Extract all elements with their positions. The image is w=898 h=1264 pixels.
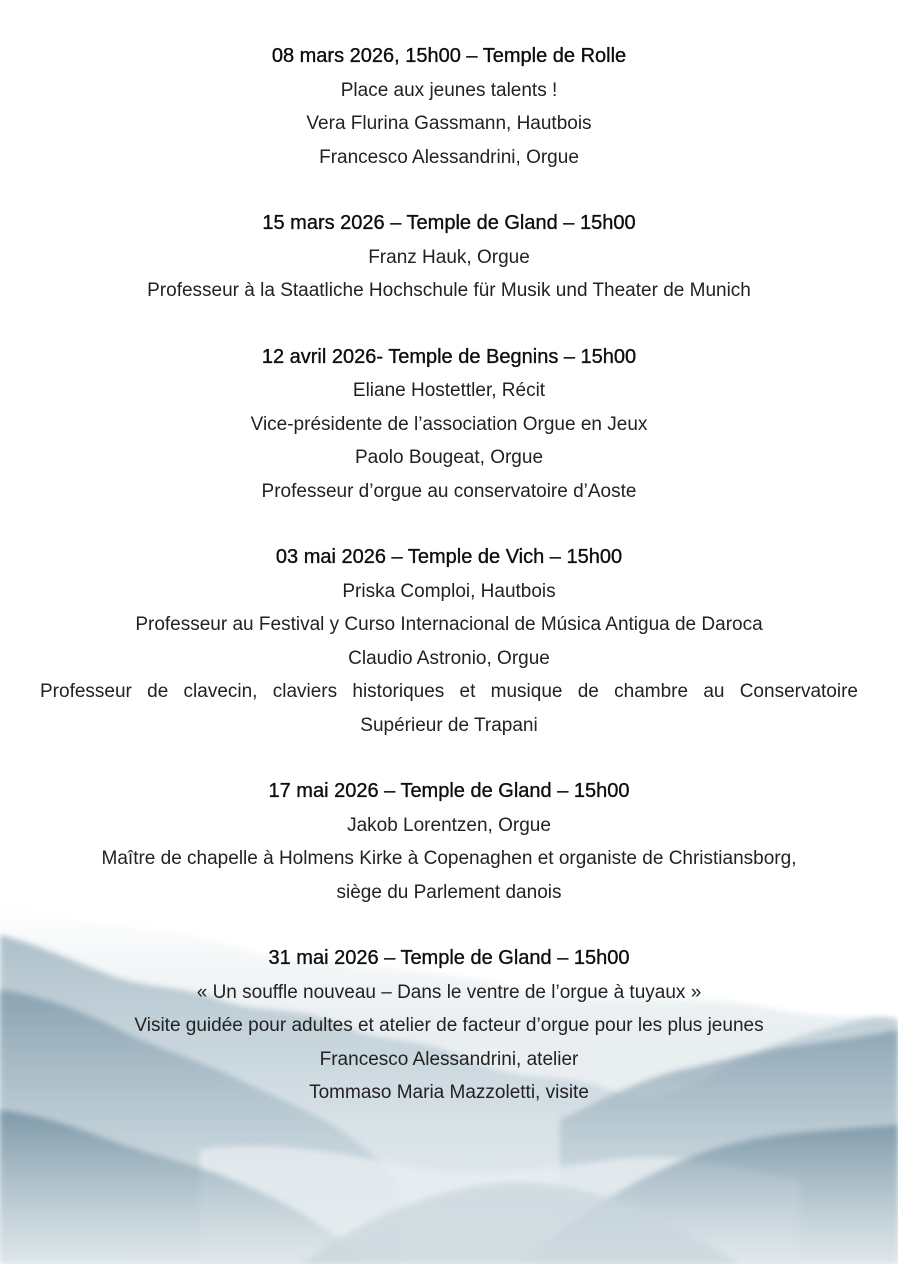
event-heading: 31 mai 2026 – Temple de Gland – 15h00 (268, 947, 630, 969)
event-3 (30, 341, 868, 509)
performer-description: Professeur à la Staatliche Hochschule für Musik und Theater de Munich (147, 280, 751, 301)
performer: Priska Comploi, Hautbois (342, 580, 556, 602)
event-description: Visite guidée pour adultes et atelier de facteur d’orgue pour les plus jeunes (134, 1015, 764, 1036)
performer: Tommaso Maria Mazzoletti, visite (309, 1082, 589, 1103)
performer: Claudio Astronio, Orgue (348, 647, 550, 669)
event-heading: 08 mars 2026, 15h00 – Temple de Rolle (271, 45, 627, 67)
event-1 (30, 40, 868, 174)
event-6 (30, 942, 868, 1110)
performer: Franz Hauk, Orgue (368, 246, 530, 268)
event-heading: 15 mars 2026 – Temple de Gland – 15h00 (262, 212, 636, 234)
event-heading: 03 mai 2026 – Temple de Vich – 15h00 (275, 546, 623, 568)
performer: Francesco Alessandrini, atelier (319, 1048, 579, 1070)
performer-description: Professeur de clavecin, claviers historiques et musique de chambre au Conservatoire (40, 681, 858, 702)
performer-description: Maître de chapelle à Holmens Kirke à Copenaghen et organiste de Christiansborg, (101, 848, 797, 869)
performer-description: Professeur au Festival y Curso Internacional de Música Antigua de Daroca (135, 614, 763, 635)
event-heading: 12 avril 2026- Temple de Begnins – 15h00 (261, 345, 637, 368)
performer: Paolo Bougeat, Orgue (354, 447, 544, 468)
performer: Jakob Lorentzen, Orgue (347, 814, 551, 836)
performer: Vera Flurina Gassmann, Hautbois (306, 113, 592, 134)
event-2 (30, 207, 868, 308)
event-5 (30, 775, 868, 909)
performer: Francesco Alessandrini, Orgue (319, 146, 579, 168)
performer-description: Vice-présidente de l’association Orgue en Jeux (250, 413, 648, 435)
event-heading: 17 mai 2026 – Temple de Gland – 15h00 (268, 780, 630, 802)
event-4 (30, 541, 868, 742)
event-subtitle: « Un souffle nouveau – Dans le ventre de l’orgue à tuyaux » (196, 981, 702, 1003)
concert-program (30, 40, 868, 1143)
performer-description-continued: siège du Parlement danois (336, 881, 562, 903)
performer-description-continued: Supérieur de Trapani (360, 714, 538, 736)
event-subtitle: Place aux jeunes talents ! (340, 79, 558, 101)
performer: Eliane Hostettler, Récit (352, 380, 546, 401)
performer-description: Professeur d’orgue au conservatoire d’Aoste (261, 480, 637, 502)
